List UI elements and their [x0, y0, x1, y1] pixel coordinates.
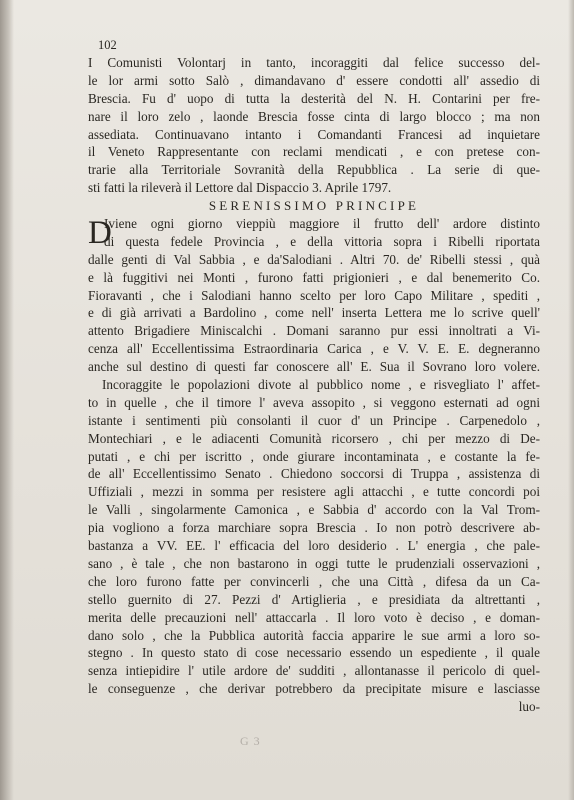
page-fold-shadow — [0, 0, 14, 800]
text-line: le conseguenze , che derivar potrebbero da precipitate misure e lasciasse — [88, 681, 540, 697]
text-line: I Comunisti Volontarj in tanto, incoraggiti dal felice successo del- — [88, 55, 540, 70]
letter-paragraph-2 — [88, 376, 540, 716]
intro-paragraph — [88, 54, 540, 197]
text-line: de all' Eccellentissimo Senato . Chiedono soccorsi di Truppa , assistenza di — [88, 466, 540, 482]
drop-cap: D — [88, 215, 112, 252]
text-line: che loro furono fatte per convincerli , che una Città , difesa da un Ca- — [88, 573, 540, 589]
text-line: stello guernito di 27. Pezzi d' Artiglieria , e presidiata da altrettanti , — [88, 591, 540, 607]
letter-heading: SERENISSIMO PRINCIPE — [208, 198, 420, 214]
text-line: di questa fedele Provincia , e della vittoria sopra i Ribelli riportata — [104, 233, 540, 249]
text-line: assediata. Continuavano intanto i Comandanti Francesi ad inquietare — [88, 126, 540, 142]
text-line: istante i sentimenti più consolanti il cuor d' un Principe . Carpenedolo , — [88, 412, 540, 428]
catchword: luo- — [518, 699, 540, 715]
text-line: dalle genti di Val Sabbia , e da'Salodiani . Altri 70. de' Ribelli stessi , quà — [88, 251, 540, 267]
text-line: Uffiziali , mezzi in somma per resistere agli attacchi , e tutte concordi poi — [88, 484, 540, 500]
text-line: e di già arrivati a Bardolino , come nell' inserta Lettera me lo scrive quell' — [88, 305, 540, 321]
text-line: le Valli , singolarmente Camonica , e Sabbia d' accordo con la Val Trom- — [88, 502, 540, 518]
text-line: Fioravanti , che i Salodiani hanno scelto per loro Capo Militare , spediti , — [88, 287, 540, 303]
text-line: Brescia. Fu d' uopo di tutta la desterità del N. H. Contarini per fre- — [88, 90, 540, 106]
page-number: 102 — [98, 38, 117, 52]
text-line: sano , è tale , che non bastarono in oggi tutte le prudenziali osservazioni , — [88, 555, 540, 571]
text-line: Iviene ogni giorno vieppiù maggiore il frutto dell' ardore distinto — [104, 216, 540, 232]
text-line: merita delle precauzioni nell' attaccarla . Il loro voto è deciso , e doman- — [88, 609, 540, 625]
page-text — [88, 36, 540, 716]
text-line: attento Brigadiere Miniscalchi . Domani saranno pur essi innoltrati a Vi- — [88, 323, 540, 339]
text-line: le lor armi sotto Salò , dimandavano d' essere condotti all' assedio di — [88, 72, 540, 88]
text-line: anche sul destino di questi far conoscere all' E. Sua il Sovrano loro volere. — [88, 359, 540, 375]
text-line: putati , e chi per iscritto , onde giurare incontaminata , e costante la fe- — [88, 448, 540, 464]
text-line: il Veneto Rappresentante con reclami mendicati , e con pretese con- — [88, 144, 540, 160]
text-line: Montechiari , e le adiacenti Comunità ricorsero , chi per mezzo di De- — [88, 430, 540, 446]
text-line: pia vogliono a forza marchiare sopra Brescia . Io non potrò descrivere ab- — [88, 520, 540, 536]
text-line: to in quelle , che il timore l' aveva assopito , si veggono esternati ad ogni — [88, 394, 540, 410]
text-line: sti fatti la rileverà il Lettore dal Dispaccio 3. Aprile 1797. — [88, 180, 392, 196]
text-line: e là fuggitivi nei Monti , furono fatti prigionieri , e dal benemerito Co. — [88, 269, 540, 285]
text-line: nare il loro zelo , laonde Brescia fosse cinta di largo blocco ; ma non — [88, 108, 540, 124]
page-edge — [568, 0, 574, 800]
signature-mark: G 3 — [240, 734, 261, 748]
text-line: Incoraggite le popolazioni divote al pubblico nome , e risvegliato l' affet- — [102, 377, 540, 393]
text-line: stegno . In questo stato di cose necessario essendo un espediente , il quale — [88, 645, 540, 661]
letter-paragraph-1 — [88, 215, 540, 376]
text-line: senza intiepidire l' utile ardore de' sudditi , allontanasse il pericolo di quel- — [88, 663, 540, 679]
text-line: dano solo , che la Pubblica autorità faccia apparire le sue armi a loro so- — [88, 627, 540, 643]
text-line: cenza all' Eccellentissima Estraordinaria Carica , e V. V. E. E. degneranno — [88, 341, 540, 357]
text-line: bastanza a VV. EE. l' efficacia del loro desiderio . L' energia , che pale- — [88, 538, 540, 554]
text-line: trarie alla Territoriale Sovranità della Repubblica . La serie di que- — [88, 162, 540, 178]
